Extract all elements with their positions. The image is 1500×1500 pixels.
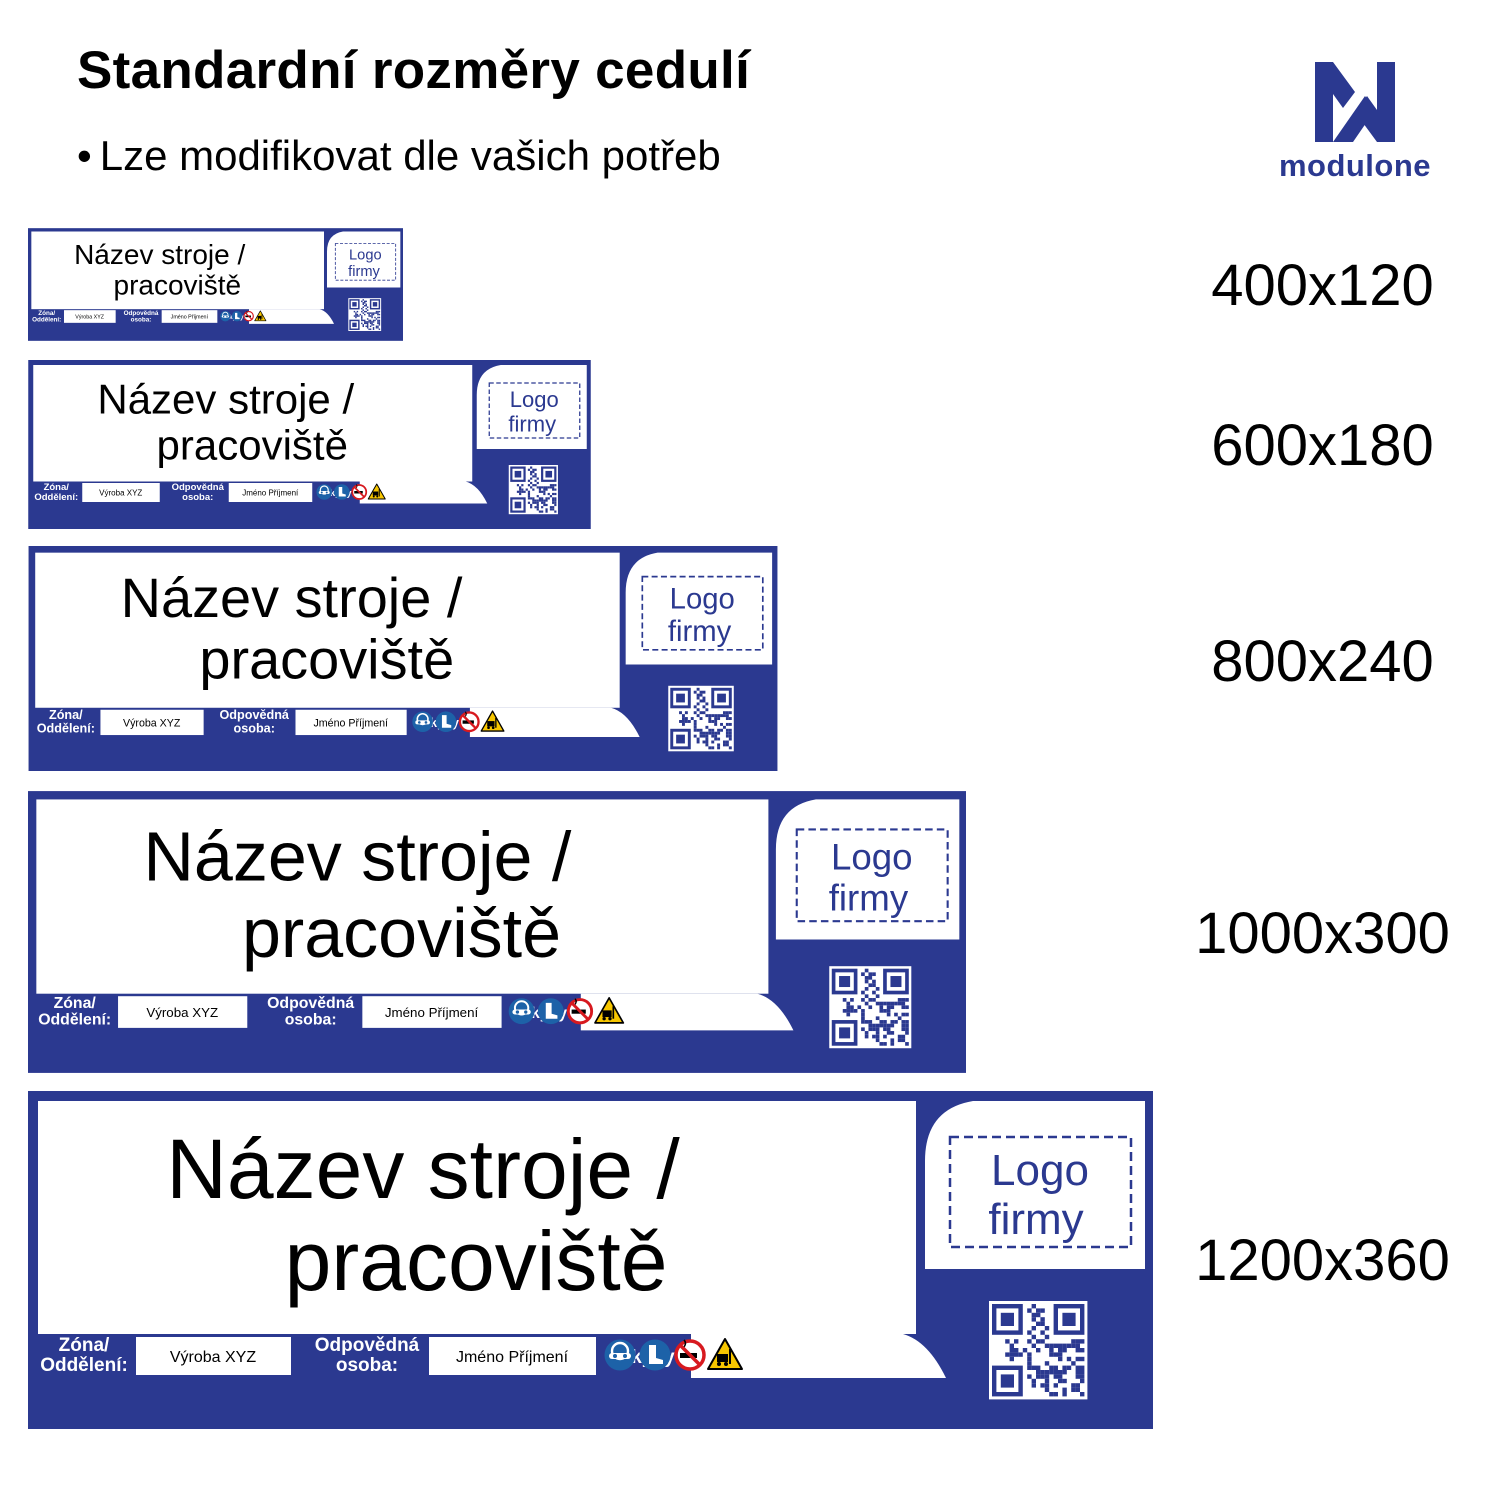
sign-graphic (28, 360, 591, 529)
sign-title-line-1: Název stroje / (143, 817, 572, 896)
sign-title-line-2: pracoviště (284, 1214, 668, 1308)
modulone-logo-icon (1313, 62, 1397, 142)
qr-code-icon (509, 465, 558, 514)
sign-title-line-1: Název stroje / (120, 566, 463, 630)
person-value: Jméno Příjmení (170, 314, 208, 321)
safety-boots-icon (436, 711, 457, 732)
person-value: Jméno Příjmení (455, 1349, 569, 1366)
logo-line-1: Logo (669, 582, 735, 616)
qr-code-icon (668, 686, 734, 752)
sign-1200x360 (28, 1091, 1153, 1429)
zone-label-2: Oddělení: (38, 1011, 112, 1029)
sign-title-line-2: pracoviště (241, 894, 562, 973)
sign-graphic (28, 546, 778, 771)
subtitle-text: Lze modifikovat dle vašich potřeb (99, 132, 721, 179)
person-label-1: Odpovědná (314, 1335, 420, 1356)
sign-600x180 (28, 360, 591, 529)
no-smoking-icon (568, 999, 591, 1023)
logo-line-1: Logo (509, 387, 559, 412)
person-label-2: osoba: (130, 316, 152, 324)
sign-title-line-2: pracoviště (113, 269, 242, 301)
sign-title-line-2: pracoviště (156, 421, 348, 469)
sign-title-line-1: Název stroje / (74, 238, 246, 270)
safety-boots-icon (232, 311, 242, 321)
eye-protection-icon (605, 1340, 636, 1371)
person-label-1: Odpovědná (267, 994, 355, 1012)
no-smoking-icon (244, 311, 253, 321)
size-label-1000x300: 1000x300 (1195, 901, 1450, 966)
zone-label-1: Zóna/ (53, 994, 96, 1012)
sign-1000x300 (28, 791, 966, 1073)
logo-line-2: firmy (667, 615, 732, 649)
logo-line-2: firmy (348, 263, 380, 280)
sign-400x120 (28, 228, 403, 341)
no-smoking-icon (676, 1340, 704, 1369)
brand-name: modulone (1278, 148, 1432, 183)
size-label-800x240: 800x240 (1211, 629, 1434, 694)
person-label-2: osoba: (233, 721, 275, 736)
brand-logo (1270, 62, 1440, 187)
logo-line-2: firmy (988, 1195, 1084, 1244)
zone-label-1: Zóna/ (58, 1335, 110, 1356)
person-value: Jméno Příjmení (384, 1005, 479, 1021)
zone-label-2: Oddělení: (32, 316, 62, 324)
zone-label-1: Zóna/ (38, 309, 56, 317)
zone-value: Výroba XYZ (169, 1349, 257, 1366)
sign-graphic (28, 791, 966, 1073)
safety-boots-icon (334, 484, 350, 500)
person-label-2: osoba: (182, 492, 214, 503)
zone-value: Výroba XYZ (146, 1005, 219, 1021)
sign-title-line-2: pracoviště (199, 627, 455, 691)
size-label-400x120: 400x120 (1211, 253, 1434, 318)
size-label-600x180: 600x180 (1211, 413, 1434, 478)
sign-graphic (28, 1091, 1153, 1429)
sign-title-line-1: Název stroje / (166, 1122, 680, 1216)
qr-code-icon (348, 298, 381, 331)
bullet-icon: • (77, 132, 92, 179)
no-smoking-icon (352, 485, 366, 500)
qr-code-icon (829, 966, 911, 1048)
logo-line-1: Logo (830, 836, 913, 878)
sign-title-line-1: Název stroje / (97, 375, 355, 423)
logo-line-2: firmy (508, 411, 557, 437)
logo-line-1: Logo (349, 247, 382, 264)
person-value: Jméno Příjmení (242, 488, 299, 498)
sign-graphic (28, 228, 403, 341)
zone-label-1: Zóna/ (48, 708, 83, 723)
page-title: Standardní rozměry cedulí (77, 41, 751, 100)
person-value: Jméno Příjmení (313, 717, 389, 730)
person-label-2: osoba: (284, 1011, 337, 1029)
no-smoking-icon (460, 712, 479, 731)
zone-value: Výroba XYZ (75, 314, 105, 321)
subtitle (77, 132, 721, 179)
zone-label-2: Oddělení: (36, 721, 95, 736)
zone-value: Výroba XYZ (99, 488, 143, 498)
safety-boots-icon (640, 1340, 671, 1371)
person-label-1: Odpovědná (171, 482, 224, 493)
sign-800x240 (28, 546, 778, 771)
eye-protection-icon (412, 711, 433, 732)
person-label-1: Odpovědná (123, 309, 159, 317)
zone-value: Výroba XYZ (123, 717, 181, 730)
qr-code-icon (989, 1301, 1087, 1399)
zone-label-2: Oddělení: (40, 1355, 128, 1376)
eye-protection-icon (317, 484, 333, 500)
eye-protection-icon (220, 311, 230, 321)
size-label-1200x360: 1200x360 (1195, 1228, 1450, 1293)
person-label-2: osoba: (335, 1355, 399, 1376)
zone-label-1: Zóna/ (43, 482, 69, 493)
eye-protection-icon (509, 998, 535, 1024)
person-label-1: Odpovědná (219, 708, 289, 723)
logo-line-1: Logo (991, 1146, 1089, 1195)
safety-boots-icon (538, 998, 564, 1024)
zone-label-2: Oddělení: (34, 492, 79, 503)
logo-line-2: firmy (828, 877, 909, 919)
